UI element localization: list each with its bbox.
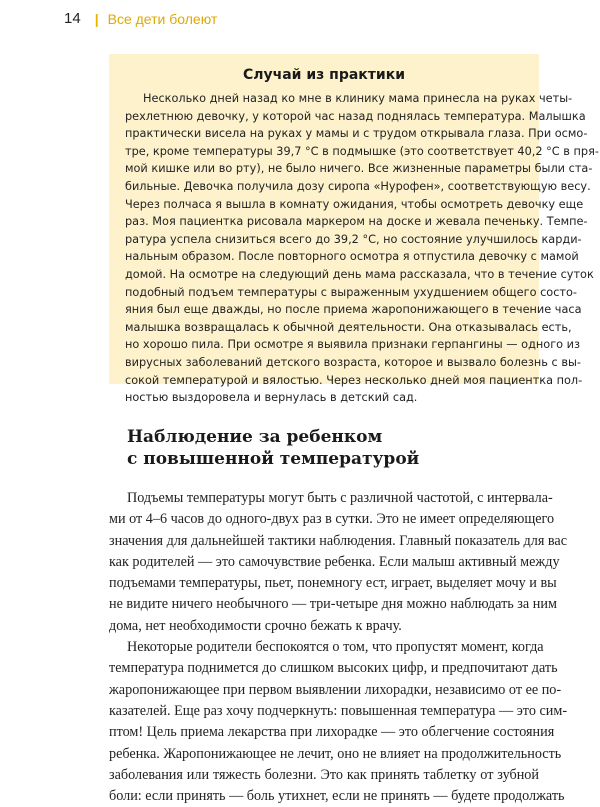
paragraph [109, 637, 568, 807]
case-line: вирусных заболеваний детского возраста, которое и вызвало болезнь с вы- [125, 355, 581, 369]
body-line: температура поднимется до слишком высоких цифр, и предпочитают дать [109, 660, 558, 677]
body-line: казателей. Еще раз хочу подчеркнуть: повышенная температура — это сим- [109, 702, 568, 719]
header-separator: | [94, 11, 99, 27]
body-line: Подъемы температуры могут быть с различной частотой, с интервала- [127, 490, 553, 506]
case-line: бильные. Девочка получила дозу сиропа «Нурофен», соответствующую весу. [125, 179, 591, 193]
case-line: раз. Моя пациентка рисовала маркером на доске и жевала печеньку. Темпе- [125, 215, 588, 229]
case-line: рехлетнюю девочку, у которой час назад поднялась температура. Малышка [125, 109, 586, 123]
section-heading-line: с повышенной температурой [127, 449, 420, 469]
case-line: ностью выздоровела и вернулась в детский сад. [125, 391, 418, 405]
case-study-box [109, 54, 599, 405]
case-study-text [125, 90, 599, 407]
case-line: ратура успела снизиться всего до 39,2 °С, но состояние улучшилось карди- [125, 232, 582, 246]
case-line: нальным образом. После повторного осмотра я отпустила девочку с мамой [125, 250, 579, 264]
body-line: птом! Цель приема лекарства при лихорадке — это облегчение состояния [109, 724, 555, 741]
body-line: ми от 4–6 часов до одного-двух раз в сутки. Это не имеет определяющего [109, 511, 555, 528]
case-line: малышка возвращалась к обычной деятельности. Она отказывалась есть, [125, 320, 572, 334]
case-study-title: Случай из практики [242, 67, 406, 83]
case-line: яния был еще дважды, но после приема жаропонижающего в течение часа [125, 303, 582, 317]
case-line: подобный подъем температуры с выраженным ухудшением общего состо- [125, 285, 577, 299]
case-line: Через полчаса я вышла в комнату ожидания, чтобы осмотреть девочку еще [125, 197, 584, 211]
body-line: ребенка. Жаропонижающее не лечит, оно не влияет на продолжительность [109, 745, 562, 762]
body-line: жаропонижающее при первом выявлении лихорадки, независимо от ее по- [109, 681, 562, 698]
case-line: практически висела на руках у мамы и с трудом открывала глаза. При осмо- [125, 127, 588, 141]
paragraph [109, 488, 567, 637]
section-heading [127, 426, 419, 470]
body-line: Некоторые родители беспокоятся о том, что пропустят момент, когда [127, 639, 544, 656]
body-line: как родителей — это самочувствие ребенка. Если малыш активный между [109, 553, 560, 570]
case-line: Несколько дней назад ко мне в клинику мама принесла на руках четы- [143, 92, 573, 105]
page-number: 14 [64, 10, 81, 27]
body-text [109, 488, 568, 807]
running-head [64, 10, 217, 28]
body-line: значения для дальнейшей тактики наблюдения. Главный показатель для вас [109, 532, 567, 549]
case-line: тре, кроме температуры 39,7 °С в подмышке (это соответствует 40,2 °С в пря- [125, 144, 599, 158]
body-line: подъемами температуры, пьет, понемногу ест, играет, выделяет мочу и вы [109, 575, 557, 592]
section-heading-line: Наблюдение за ребенком [127, 427, 383, 447]
book-title: Все дети болеют [107, 11, 218, 27]
body-line: заболевания или тяжесть болезни. Это как принять таблетку от зубной [109, 766, 539, 783]
case-line: мой кишке или во рту), не было ничего. Все жизненные параметры были ста- [125, 162, 593, 176]
case-line: но хорошо пила. При осмотре я выявила признаки герпангины — одного из [125, 338, 580, 352]
case-line: домой. На осмотре на следующий день мама рассказала, что в течение суток [125, 267, 594, 281]
body-line: не видите ничего необычного — три-четыре дня можно наблюдать за ним [109, 596, 557, 613]
case-line: сокой температурой и вялостью. Через несколько дней моя пациентка пол- [125, 373, 583, 387]
body-line: дома, нет необходимости срочно бежать к врачу. [109, 617, 402, 634]
body-line: боли: если принять — боль утихнет, если не принять — будете продолжать [109, 788, 565, 805]
